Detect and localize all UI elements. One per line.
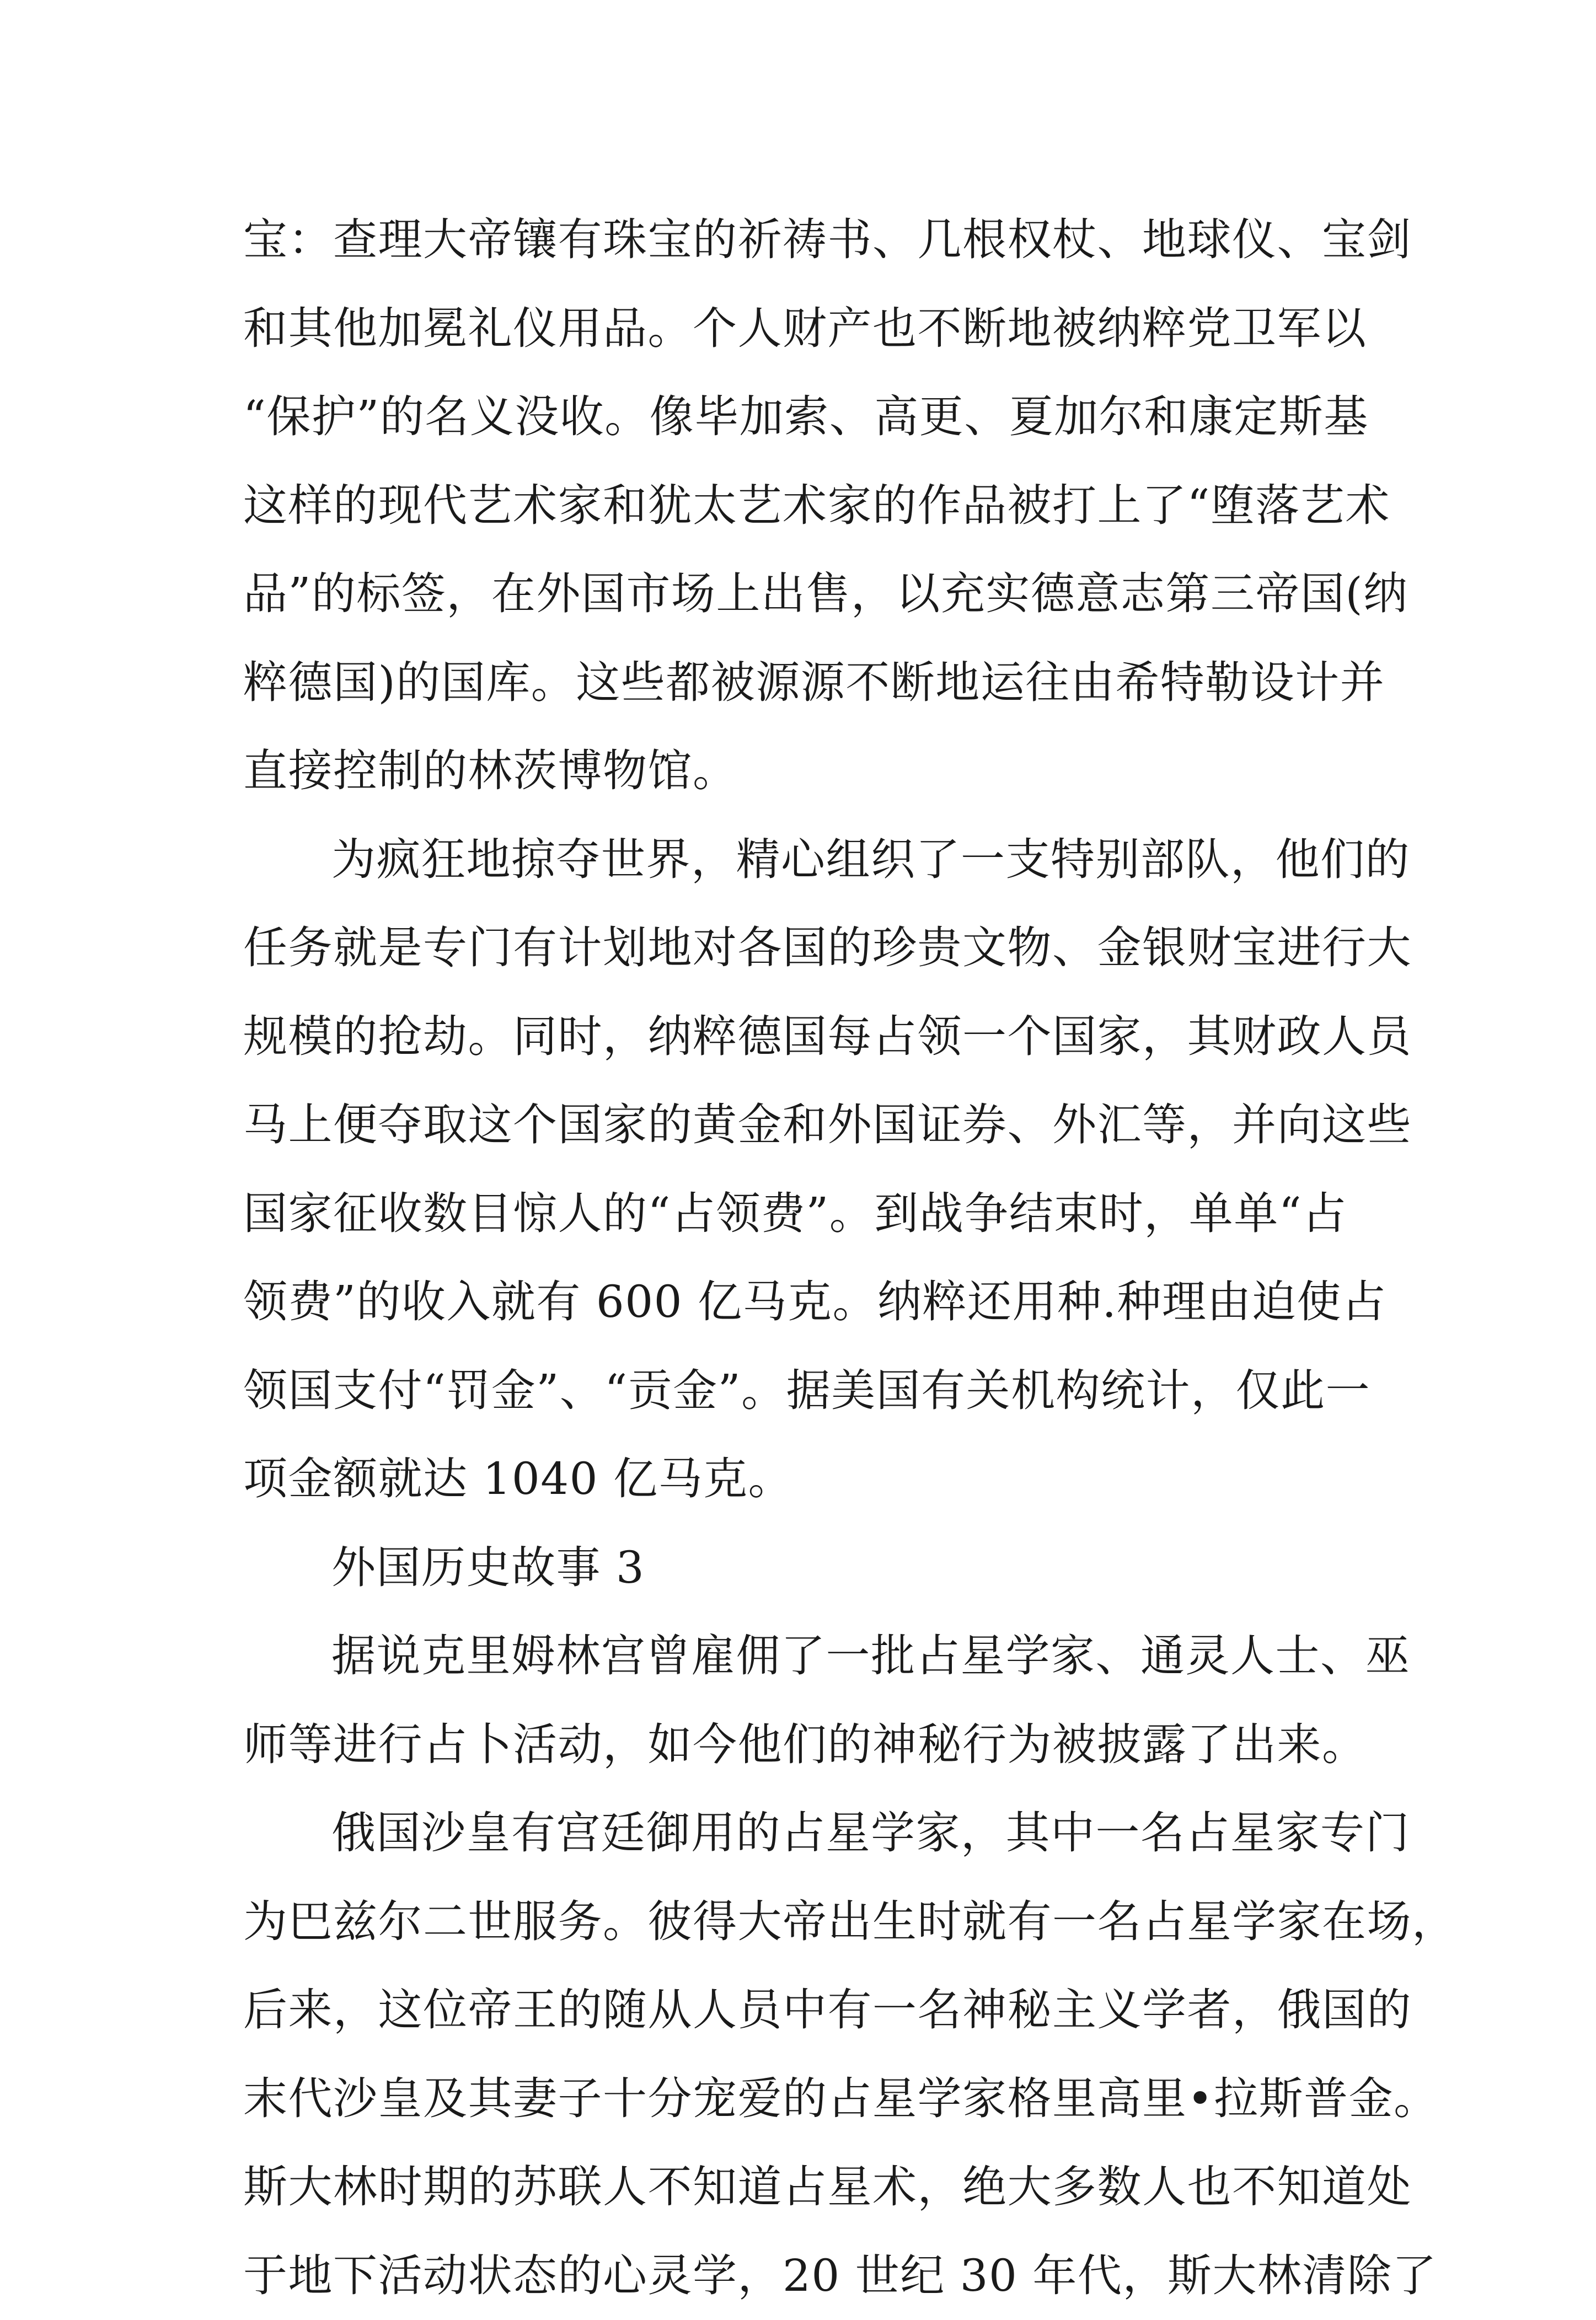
text-line: 于地下活动状态的心灵学，20 世纪 30 年代，斯大林清除了 xyxy=(243,2232,1368,2320)
text-line: “保护”的名义没收。像毕加索、高更、夏加尔和康定斯基 xyxy=(243,373,1368,462)
text-line: 直接控制的林茨博物馆。 xyxy=(243,727,1368,816)
text-line: 俄国沙皇有宫廷御用的占星学家，其中一名占星家专门 xyxy=(243,1789,1368,1878)
text-line: 国家征收数目惊人的“占领费”。到战争结束时，单单“占 xyxy=(243,1170,1368,1258)
text-line: 为疯狂地掠夺世界，精心组织了一支特别部队，他们的 xyxy=(243,816,1368,904)
text-line: 这样的现代艺术家和犹太艺术家的作品被打上了“堕落艺术 xyxy=(243,462,1368,550)
text-line: 为巴兹尔二世服务。彼得大帝出生时就有一名占星学家在场， xyxy=(243,1878,1368,1967)
text-line: 宝：查理大帝镶有珠宝的祈祷书、几根权杖、地球仪、宝剑 xyxy=(243,196,1368,285)
text-line: 和其他加冕礼仪用品。个人财产也不断地被纳粹党卫军以 xyxy=(243,285,1368,373)
text-line: 斯大林时期的苏联人不知道占星术，绝大多数人也不知道处 xyxy=(243,2143,1368,2232)
text-line: 领国支付“罚金”、“贡金”。据美国有关机构统计，仅此一 xyxy=(243,1347,1368,1435)
text-line: 任务就是专门有计划地对各国的珍贵文物、金银财宝进行大 xyxy=(243,904,1368,993)
text-line: 后来，这位帝王的随从人员中有一名神秘主义学者，俄国的 xyxy=(243,1966,1368,2055)
section-heading: 外国历史故事 3 xyxy=(243,1524,1368,1612)
text-line: 领费”的收入就有 600 亿马克。纳粹还用种.种理由迫使占 xyxy=(243,1258,1368,1347)
text-line: 项金额就达 1040 亿马克。 xyxy=(243,1435,1368,1524)
text-line: 师等进行占卜活动，如今他们的神秘行为被披露了出来。 xyxy=(243,1701,1368,1789)
document-body xyxy=(243,196,1368,2320)
text-line: 末代沙皇及其妻子十分宠爱的占星学家格里高里•拉斯普金。 xyxy=(243,2055,1368,2144)
text-line: 据说克里姆林宫曾雇佣了一批占星学家、通灵人士、巫 xyxy=(243,1612,1368,1701)
text-line: 粹德国)的国库。这些都被源源不断地运往由希特勒设计并 xyxy=(243,639,1368,727)
text-line: 品”的标签，在外国市场上出售，以充实德意志第三帝国(纳 xyxy=(243,550,1368,639)
text-line: 规模的抢劫。同时，纳粹德国每占领一个国家，其财政人员 xyxy=(243,993,1368,1081)
text-line: 马上便夺取这个国家的黄金和外国证券、外汇等，并向这些 xyxy=(243,1081,1368,1170)
